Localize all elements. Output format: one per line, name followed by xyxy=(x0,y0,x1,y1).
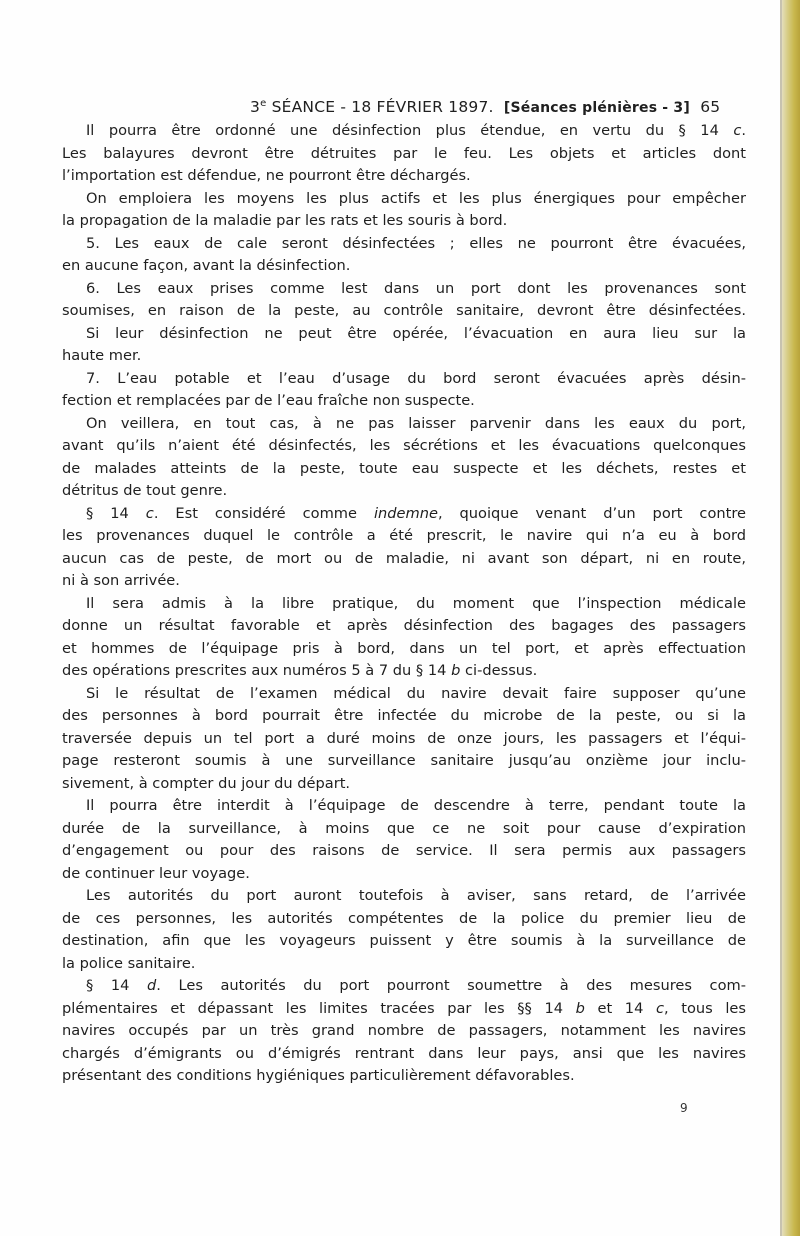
text-line: présentant des conditions hygiéniques particulièrement défavorables. xyxy=(62,1067,575,1084)
text-line: fection et remplacées par de l’eau fraîche non suspecte. xyxy=(62,392,475,409)
text-line: chargés d’émigrants ou d’émigrés rentrant dans leur pays, ansi que les navires xyxy=(62,1044,746,1062)
text-line: Il pourra être interdit à l’équipage de descendre à terre, pendant toute la xyxy=(86,797,746,814)
text-line: de malades atteints de la peste, toute eau suspecte et les déchets, restes et xyxy=(62,459,746,477)
text-line: Les balayures devront être détruites par le feu. Les objets et articles dont xyxy=(62,144,746,162)
text-line: avant qu’ils n’aient été désinfectés, les sécrétions et les évacuations quelconques xyxy=(62,437,746,454)
text-line: les provenances duquel le contrôle a été prescrit, le navire qui n’a eu à bord xyxy=(62,527,746,544)
text-line: 7. L’eau potable et l’eau d’usage du bord seront évacuées après désin- xyxy=(86,369,746,387)
text-line: haute mer. xyxy=(62,347,142,364)
text-line: destination, afin que les voyageurs puissent y être soumis à la surveillance de xyxy=(62,932,746,949)
seance-word: SÉANCE xyxy=(271,98,336,117)
text-line: des personnes à bord pourrait être infectée du microbe de la peste, ou si la xyxy=(62,707,746,724)
header-date: - 18 FÉVRIER 1897. xyxy=(340,98,494,117)
text-line: l’importation est défendue, ne pourront être déchargés. xyxy=(62,167,471,184)
running-header xyxy=(250,98,720,116)
text-line: Il pourra être ordonné une désinfection plus étendue, en vertu du § 14 c. xyxy=(86,122,746,139)
text-line: ni à son arrivée. xyxy=(62,572,180,589)
text-line: 6. Les eaux prises comme lest dans un port dont les provenances sont xyxy=(86,279,746,297)
text-line: soumises, en raison de la peste, au contrôle sanitaire, devront être désinfectées. xyxy=(62,302,746,319)
seance-number: 3 xyxy=(250,98,261,117)
page-number: 65 xyxy=(700,98,721,117)
text-line: page resteront soumis à une surveillance sanitaire jusqu’au onzième jour inclu- xyxy=(62,752,746,769)
text-line: On emploiera les moyens les plus actifs et les plus énergiques pour empêcher xyxy=(86,189,746,207)
text-line: aucun cas de peste, de mort ou de maladie, ni avant son départ, ni en route, xyxy=(62,549,746,567)
text-line: d’engagement ou pour des raisons de service. Il sera permis aux passagers xyxy=(62,842,746,859)
text-line: navires occupés par un très grand nombre de passagers, notamment les navires xyxy=(62,1022,746,1039)
text-line: plémentaires et dépassant les limites tracées par les §§ 14 b et 14 c, tous les xyxy=(62,999,747,1017)
text-line: et hommes de l’équipage pris à bord, dans un tel port, et après effectuation xyxy=(62,639,746,657)
text-line: Il sera admis à la libre pratique, du moment que l’inspection médicale xyxy=(86,594,746,612)
text-line: durée de la surveillance, à moins que ce ne soit pour cause d’expiration xyxy=(62,819,746,837)
gilded-page-edge xyxy=(780,0,800,1236)
text-line: 5. Les eaux de cale seront désinfectées ; elles ne pourront être évacuées, xyxy=(86,234,746,252)
text-line: traversée depuis un tel port a duré moins de onze jours, les passagers et l’équi- xyxy=(62,729,746,747)
text-line: Si le résultat de l’examen médical du navire devait faire supposer qu’une xyxy=(86,684,746,702)
text-line: en aucune façon, avant la désinfection. xyxy=(62,257,351,274)
text-line: Si leur désinfection ne peut être opérée, l’évacuation en aura lieu sur la xyxy=(86,324,746,342)
text-line: de continuer leur voyage. xyxy=(62,864,250,882)
text-line: des opérations prescrites aux numéros 5 à 7 du § 14 b ci-dessus. xyxy=(62,662,538,679)
signature-mark: 9 xyxy=(680,1101,688,1115)
text-line: Les autorités du port auront toutefois à aviser, sans retard, de l’arrivée xyxy=(86,887,746,904)
text-line: de ces personnes, les autorités compétentes de la police du premier lieu de xyxy=(62,909,746,927)
text-line: donne un résultat favorable et après désinfection des bagages des passagers xyxy=(62,617,746,634)
text-line: On veillera, en tout cas, à ne pas laisser parvenir dans les eaux du port, xyxy=(86,414,746,432)
seance-ordinal-suffix: e xyxy=(260,98,267,109)
header-section: [Séances plénières - 3] xyxy=(503,100,690,117)
text-line: § 14 d. Les autorités du port pourront soumettre à des mesures com- xyxy=(86,977,746,994)
text-line: la propagation de la maladie par les rats et les souris à bord. xyxy=(62,212,508,229)
page-body-text xyxy=(62,120,746,1088)
text-line: détritus de tout genre. xyxy=(62,482,228,499)
text-line: la police sanitaire. xyxy=(62,954,196,972)
text-line: § 14 c. Est considéré comme indemne, quoique venant d’un port contre xyxy=(86,504,746,522)
text-line: sivement, à compter du jour du départ. xyxy=(62,774,351,792)
